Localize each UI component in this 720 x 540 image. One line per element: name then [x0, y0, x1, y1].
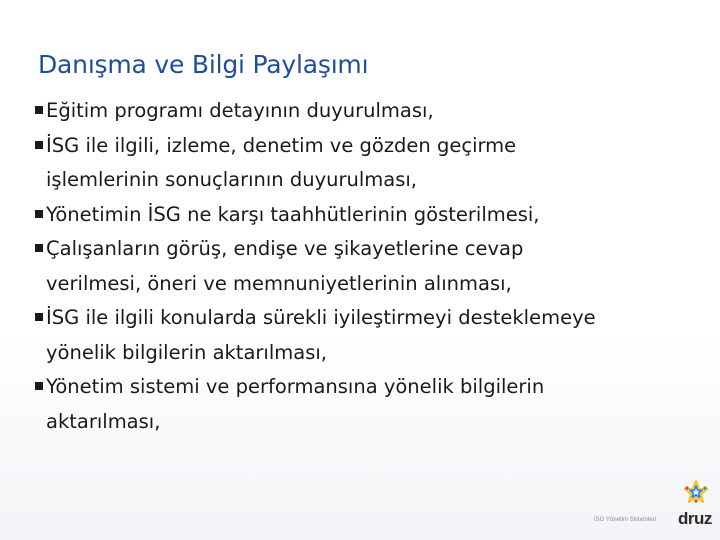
bullet-item: [34, 94, 704, 129]
slide-title: Danışma ve Bilgi Paylaşımı: [38, 50, 369, 79]
footer-caption: İSG Yönetim Sistemleri: [594, 517, 656, 523]
bullet-list: [34, 94, 704, 439]
logo-wordmark: druz: [678, 509, 712, 528]
bullet-text: Eğitim programı detayının duyurulması,: [46, 99, 434, 122]
bullet-text: İSG ile ilgili, izleme, denetim ve gözden geçirme işlemlerinin sonuçlarının duyurulması,: [46, 133, 517, 191]
square-bullet-icon: [34, 94, 46, 129]
square-bullet-icon: [34, 129, 46, 164]
bullet-item: [34, 129, 704, 198]
bullet-text: Yönetim sistemi ve performansına yönelik bilgilerin aktarılması,: [46, 375, 545, 433]
square-bullet-icon: [34, 370, 46, 405]
bullet-item: [34, 370, 704, 439]
bullet-text: İSG ile ilgili konularda sürekli iyileştirmeyi desteklemeye yönelik bilgilerin aktarılması,: [46, 306, 596, 364]
logo-accent-dot: [703, 486, 706, 489]
bullet-item: [34, 232, 704, 301]
bullet-item: [34, 301, 704, 370]
logo-accent-dot: [694, 499, 697, 502]
logo-accent-dot: [685, 486, 688, 489]
square-bullet-icon: [34, 232, 46, 267]
bullet-item: [34, 198, 704, 233]
bullet-text: Yönetimin İSG ne karşı taahhütlerinin gösterilmesi,: [46, 202, 540, 226]
square-bullet-icon: [34, 198, 46, 233]
bullet-text: Çalışanların görüş, endişe ve şikayetlerine cevap verilmesi, öneri ve memnuniyetlerinin alınması,: [46, 237, 524, 295]
square-bullet-icon: [34, 301, 46, 336]
